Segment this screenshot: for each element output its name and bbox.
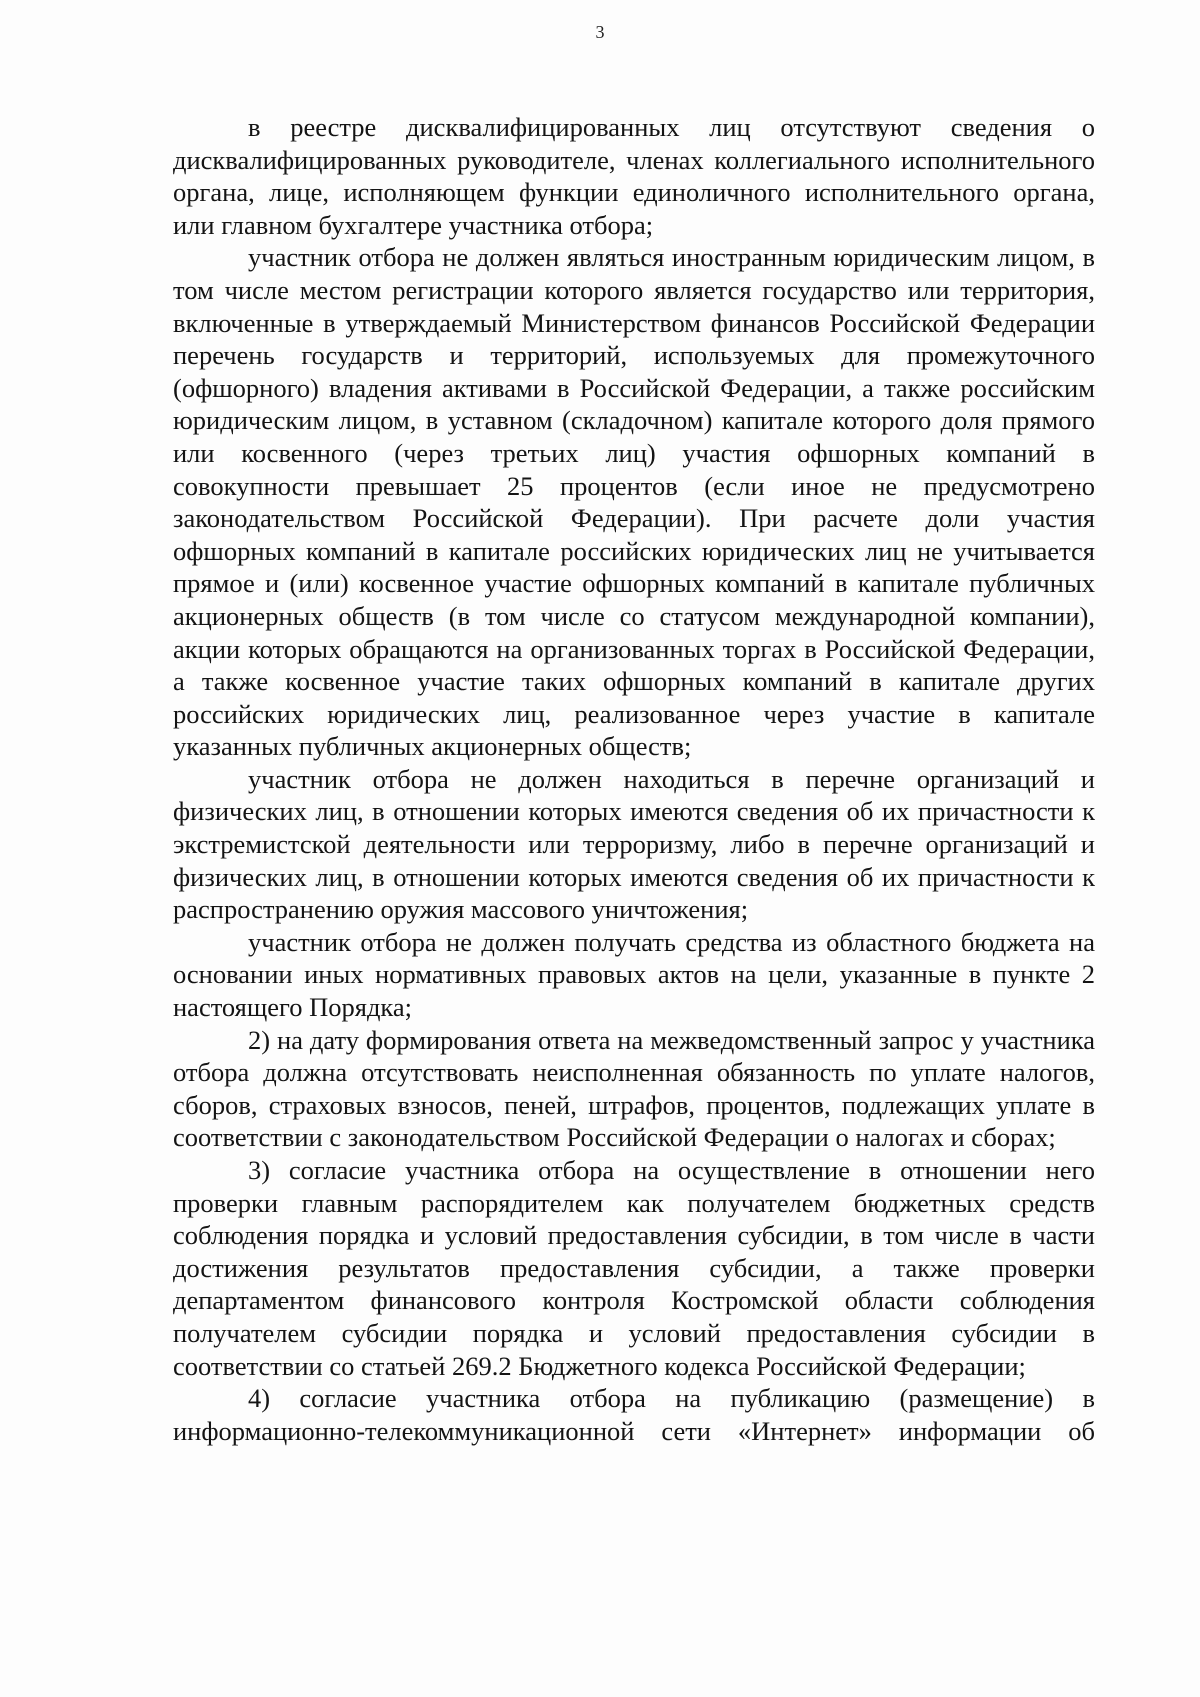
paragraph-item-2-tax-obligations: 2) на дату формирования ответа на межведомственный запрос у участника отбора должна отсутствовать неисполненная обязанность по уплате налогов, сборов, страховых взносов, пеней, штрафов, процентов, подлежащих уплате в соответствии с законодательством Российской Федерации о налогах и сборах; <box>173 1024 1095 1153</box>
paragraph-extremism-list: участник отбора не должен находиться в перечне организаций и физических лиц, в отношении которых имеются сведения об их причастности к экстремистской деятельности или терроризму, либо в перечне организаций и физических лиц, в отношении которых имеются сведения об их причастности к распространению оружия массового уничтожения; <box>173 763 1095 925</box>
paragraph-regional-budget-funds: участник отбора не должен получать средства из областного бюджета на основании иных нормативных правовых актов на цели, указанные в пункте 2 настоящего Порядка; <box>173 926 1095 1023</box>
paragraph-item-4-publication-consent: 4) согласие участника отбора на публикацию (размещение) в информационно-телекоммуникационной сети «Интернет» информации об <box>173 1383 1095 1446</box>
paragraph-offshore-requirement: участник отбора не должен являться иностранным юридическим лицом, в том числе местом регистрации которого является государство или территория, включенные в утверждаемый Министерством финансов Российской Федерации перечень государств и территорий, используемых для промежуточного (офшорного) владения активами в Российской Федерации, а также российским юридическим лицом, в уставном (складочном) капитале которого доля прямого или косвенного (через третьих лиц) участия офшорных компаний в совокупности превышает 25 процентов (если иное не предусмотрено законодательством Российской Федерации). При расчете доли участия офшорных компаний в капитале российских юридических лиц не учитывается прямое и (или) косвенное участие офшорных компаний в капитале публичных акционерных обществ (в том числе со статусом международной компании), акции которых обращаются на организованных торгах в Российской Федерации, а также косвенное участие таких офшорных компаний в капитале других российских юридических лиц, реализованное через участие в капитале указанных публичных акционерных обществ; <box>173 242 1095 762</box>
paragraph-disqualified-registry: дисквалифицированных руководителе, членах коллегиального исполнительного органа, лице, исполняющем функции единоличного исполнительного органа, или главном бухгалтере участника отбора; <box>173 144 1095 240</box>
page-number: 3 <box>595 22 605 42</box>
document-body <box>173 111 1095 1447</box>
paragraph-disqualified-registry-first-line: в реестре дисквалифицированных лиц отсутствуют сведения о <box>248 112 1095 142</box>
paragraph-item-3-audit-consent: 3) согласие участника отбора на осуществление в отношении него проверки главным распорядителем как получателем бюджетных средств соблюдения порядка и условий предоставления субсидии, в том числе в части достижения результатов предоставления субсидии, а также проверки департаментом финансового контроля Костромской области соблюдения получателем субсидии порядка и условий предоставления субсидии в соответствии со статьей 269.2 Бюджетного кодекса Российской Федерации; <box>173 1155 1095 1381</box>
